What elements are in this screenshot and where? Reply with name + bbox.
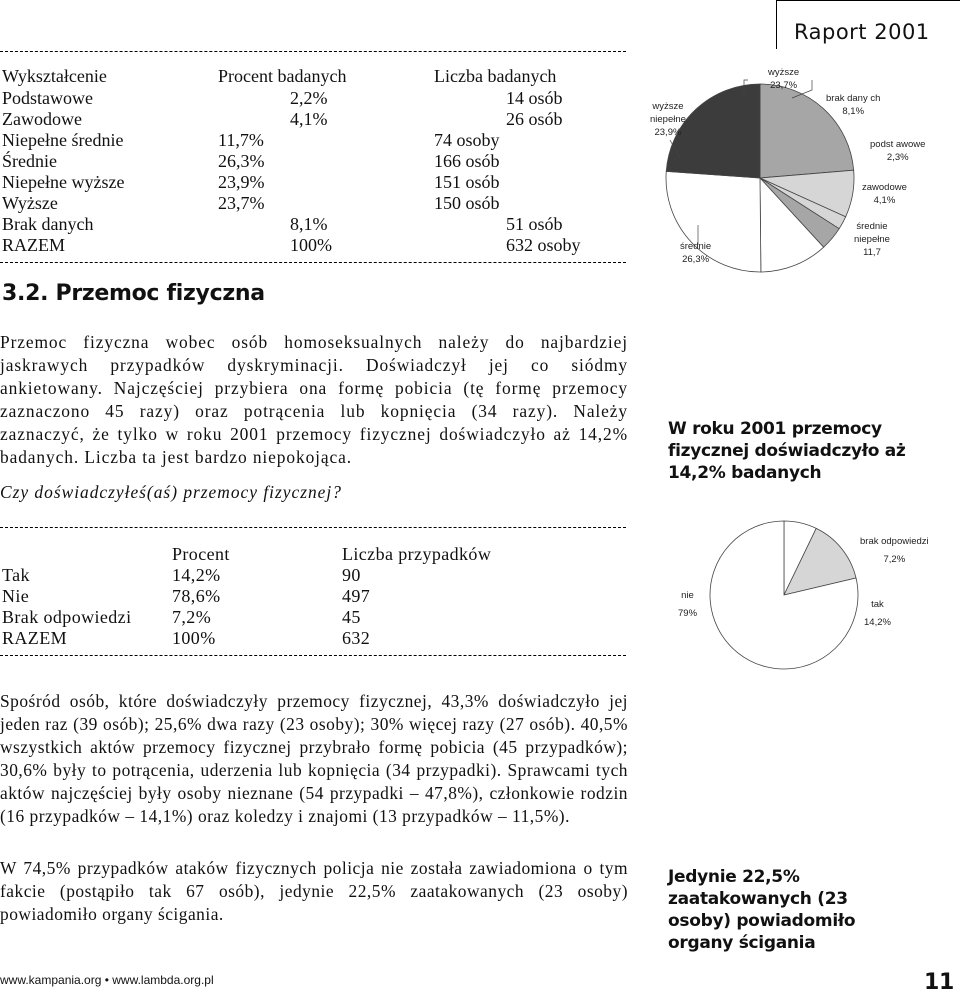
pie2-label-brak: brak odpowiedzi 7,2%: [860, 536, 929, 565]
table-cell: 632 osoby: [506, 235, 581, 255]
table-cell: Zawodowe: [2, 109, 82, 129]
pie1-label-srednie: średnie 26,3%: [680, 241, 712, 265]
table-cell: 14 osób: [506, 88, 563, 108]
table-cell: Brak odpowiedzi: [2, 607, 132, 627]
side-note-highlight: W roku 2001 przemocy fizycznej doświadczyło aż 14,2% badanych: [668, 419, 906, 483]
footer-links: www.kampania.org • www.lambda.org.pl: [0, 973, 214, 987]
report-title: Raport 2001: [794, 20, 930, 44]
table-cell: 8,1%: [290, 214, 328, 234]
body-paragraph: Spośród osób, które doświadczyły przemocy fizycznej, 43,3% doświadczyło jej jeden raz (39 osób); 25,6% dwa razy (23 osoby); 30% więcej razy (27 osób). 40,5% wszystkich aktów przemocy fizycznej przybrało formę pobicia (45 przypadków); 30,6% były to potrącenia, uderzenia lub kopnięcia (34 przypadki). Sprawcami tych aktów najczęściej były osoby nieznane (54 przypadki – 47,8%), członkowie rodzin (16 przypadków – 14,1%) oraz koledzy i znajomi (13 przypadków – 11,5%).: [0, 691, 628, 826]
table-cell: 632: [342, 628, 371, 648]
table-cell: Brak danych: [2, 214, 94, 234]
pie2-label-tak: tak 14,2%: [864, 599, 891, 628]
table-cell: 23,7%: [218, 193, 265, 213]
table2-header-percent: Procent: [172, 544, 230, 564]
side-note-highlight: Jedynie 22,5% zaatakowanych (23 osoby) powiadomiło organy ścigania: [668, 867, 856, 953]
pie2-slices: [710, 521, 858, 669]
table-cell: Podstawowe: [2, 88, 93, 108]
table-cell: 166 osób: [434, 151, 500, 171]
section-heading: 3.2. Przemoc fizyczna: [2, 281, 265, 306]
table-cell: Niepełne średnie: [2, 130, 124, 150]
table-cell: Średnie: [2, 151, 57, 171]
table-cell: 151 osób: [434, 172, 500, 192]
pie1-label-wyzsze-niepelne: wyższe niepełne 23,9%: [650, 101, 686, 138]
table2-header-count: Liczba przypadków: [342, 544, 492, 564]
table1-header-count: Liczba badanych: [434, 66, 557, 86]
table-cell: 23,9%: [218, 172, 265, 192]
survey-question: Czy doświadczyłeś(aś) przemocy fizycznej?: [0, 482, 342, 502]
page-number: 11: [923, 970, 954, 995]
table-cell: 2,2%: [290, 88, 328, 108]
table-cell: 7,2%: [172, 607, 212, 627]
table-cell: 11,7%: [218, 130, 264, 150]
table1-header-education: Wykształcenie: [2, 66, 107, 86]
table-cell: 150 osób: [434, 193, 500, 213]
table-cell: 26 osób: [506, 109, 563, 129]
table-cell: Nie: [2, 586, 30, 606]
pie1-label-zawodowe: zawodowe 4,1%: [862, 182, 907, 206]
pie1-label-podstawowe: podst awowe 2,3%: [870, 139, 926, 163]
table-cell: 51 osób: [506, 214, 563, 234]
table1-top-rule: [0, 51, 626, 52]
pie1-label-brak-danych: brak dany ch 8,1%: [826, 93, 881, 117]
table-cell: Wyższe: [2, 193, 58, 213]
table2-top-rule: [0, 527, 626, 528]
table2-bottom-rule: [0, 655, 626, 656]
table-cell: 74 osoby: [434, 130, 500, 150]
table-cell: Tak: [2, 565, 30, 585]
table-cell: 4,1%: [290, 109, 328, 129]
body-paragraph: W 74,5% przypadków ataków fizycznych policja nie została zawiadomiona o tym fakcie (postąpiło tak 67 osób), jedynie 22,5% zaatakowanych (23 osoby) powiadomiło organy ścigania.: [0, 858, 628, 924]
pie1-label-srednie-niepelne: średnie niepełne 11,7: [854, 221, 890, 258]
table-cell: 90: [342, 565, 361, 585]
table-cell: RAZEM: [2, 628, 67, 648]
table-cell: 26,3%: [218, 151, 265, 171]
table-cell: 45: [342, 607, 361, 627]
pie1-label-wyzsze: wyższe 23,7%: [768, 67, 800, 91]
table-cell: Niepełne wyższe: [2, 172, 125, 192]
table-cell: 100%: [172, 628, 216, 648]
table-cell: 497: [342, 586, 371, 606]
table1-bottom-rule: [0, 262, 626, 263]
table-cell: 14,2%: [172, 565, 221, 585]
pie2-label-nie: nie 79%: [678, 590, 698, 619]
body-paragraph: Przemoc fizyczna wobec osób homoseksualnych należy do najbardziej jaskrawych przypadków dyskryminacji. Doświadczył jej co siódmy ankietowany. Najczęściej przybiera ona formę pobicia (tę formę przemocy zaznaczono 45 razy) oraz potrącenia lub kopnięcia (34 razy). Należy zaznaczyć, że tylko w roku 2001 przemocy fizycznej doświadczyło aż 14,2% badanych. Liczba ta jest bardzo niepokojąca.: [0, 332, 628, 467]
table-cell: RAZEM: [2, 235, 65, 255]
table1-header-percent: Procent badanych: [218, 66, 347, 86]
table-cell: 78,6%: [172, 586, 221, 606]
table-cell: 100%: [290, 235, 332, 255]
